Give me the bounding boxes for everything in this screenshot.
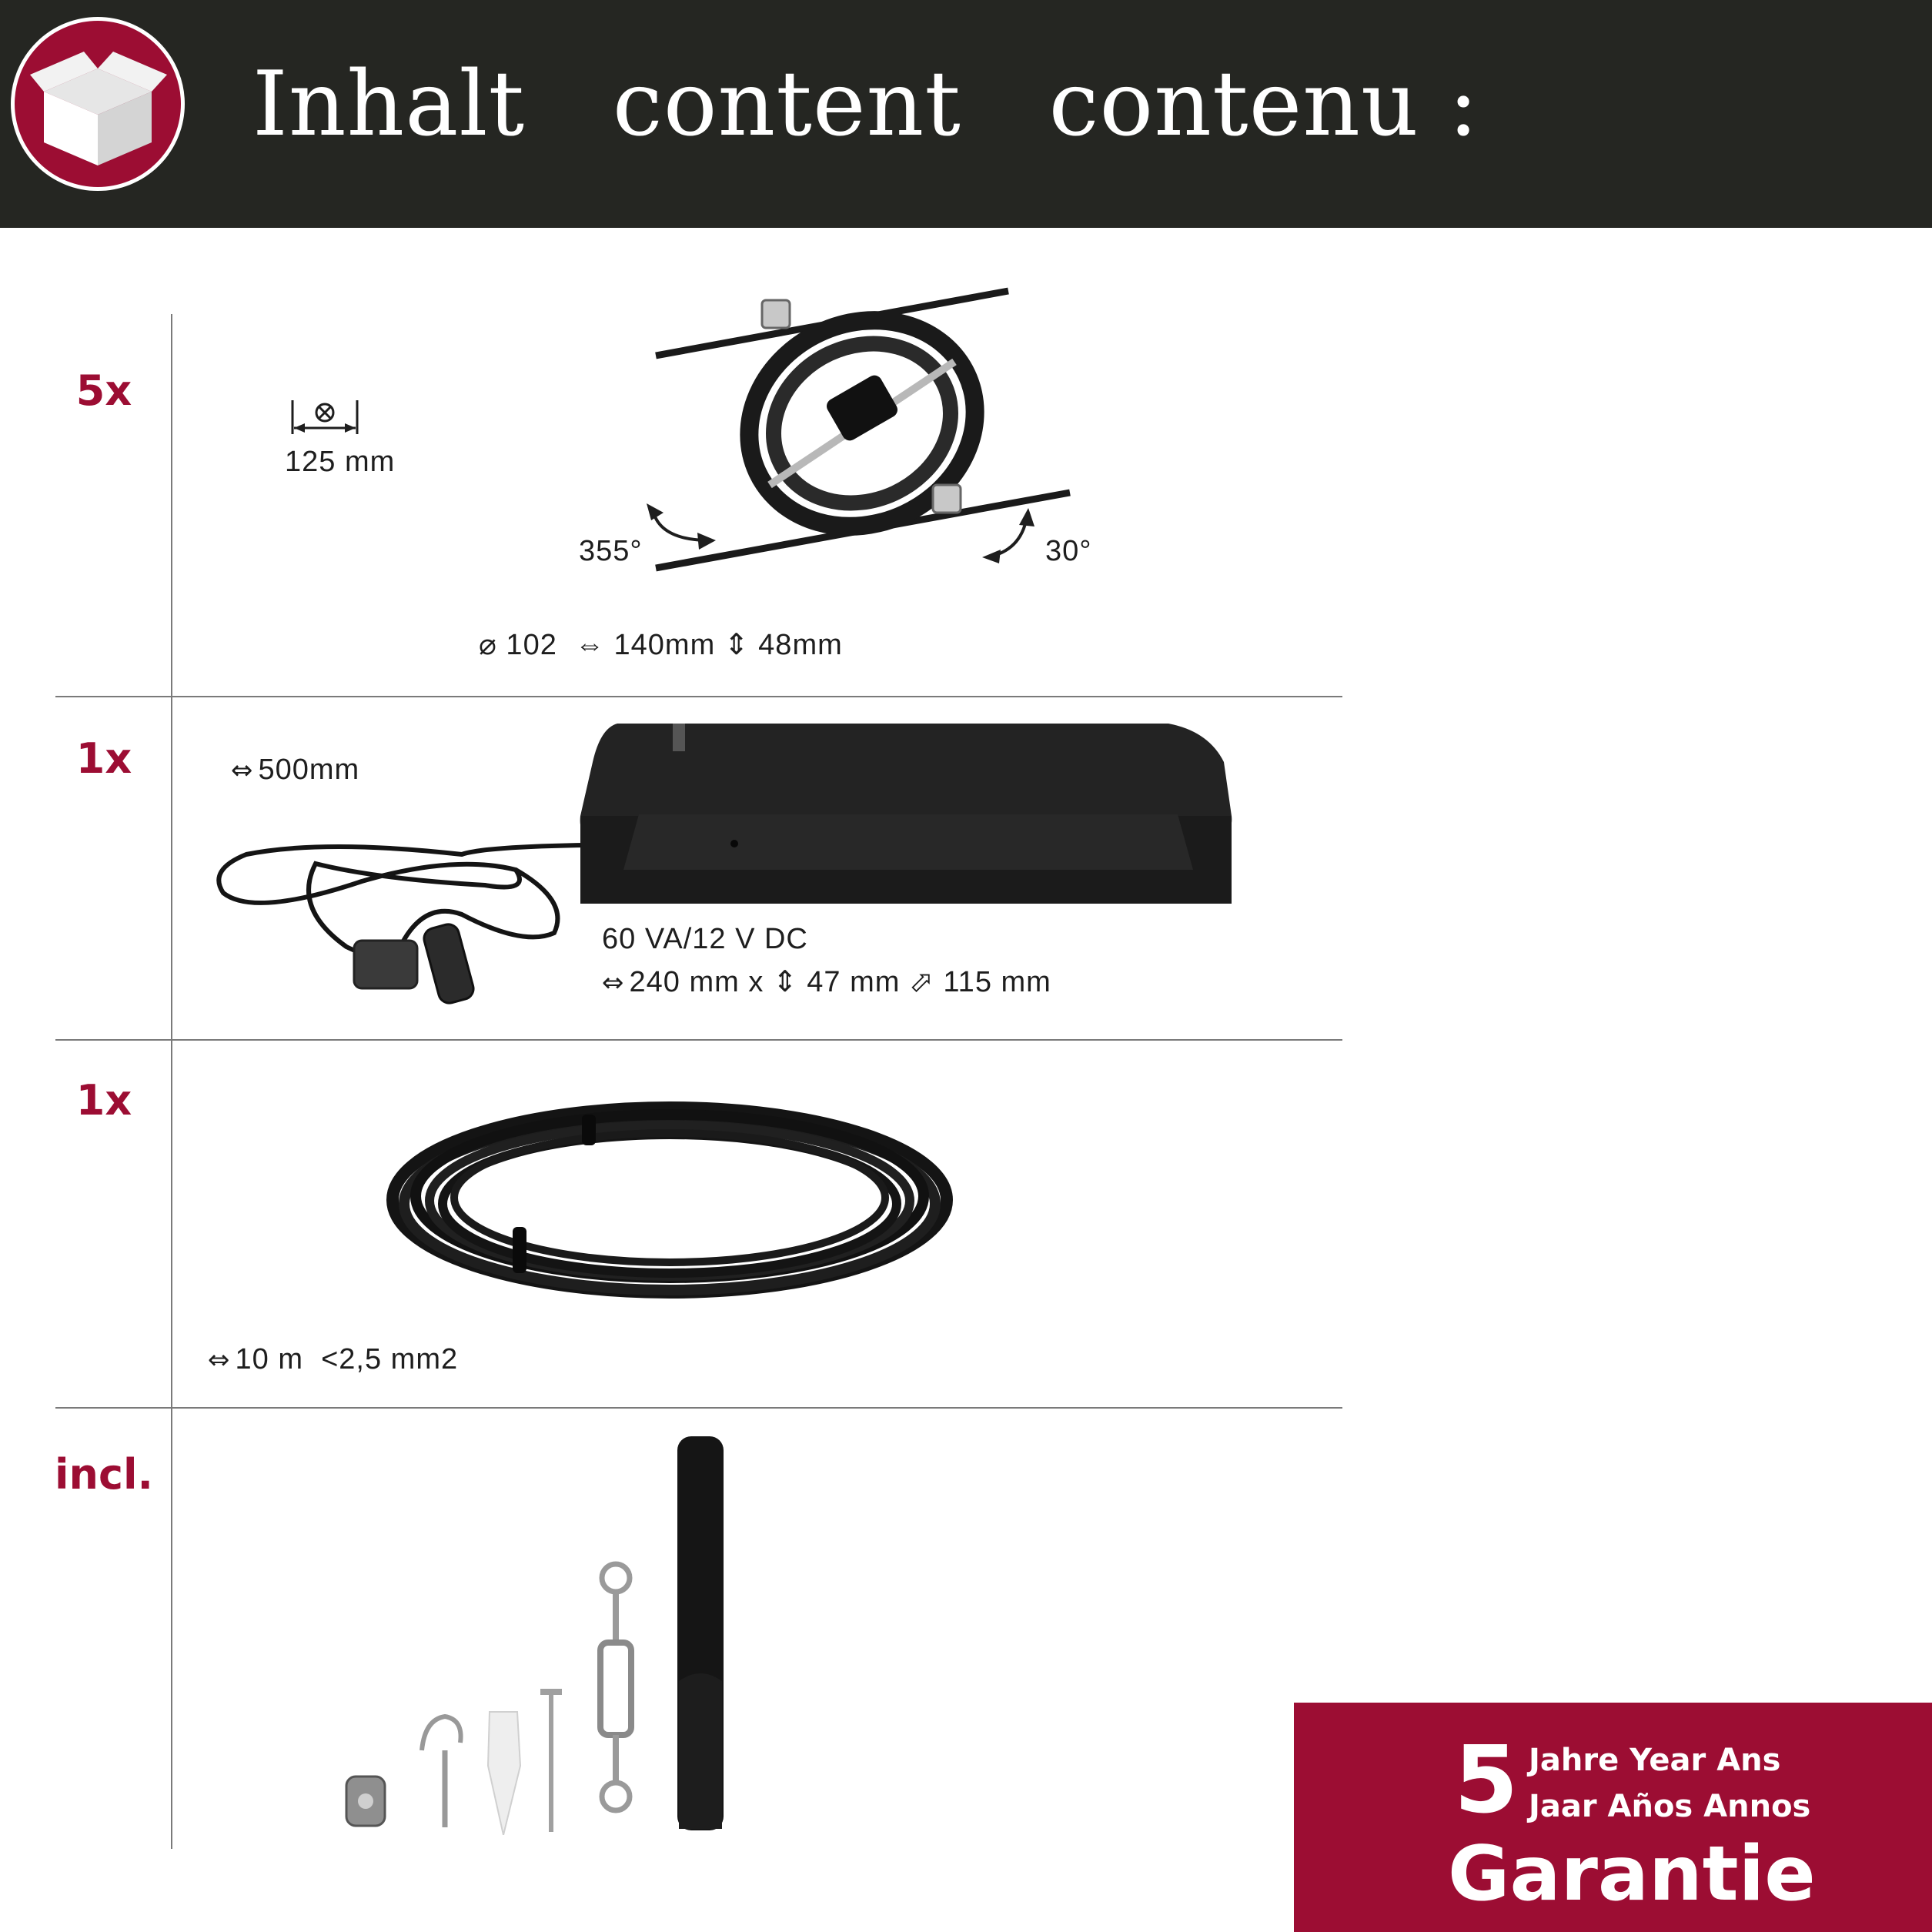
power-rating: 60 VA/12 V DC (602, 923, 808, 955)
rotation-arrow-icon (643, 502, 720, 559)
cable-length-area: 10 m <2,5 mm2 (235, 1343, 459, 1375)
guarantee-word: Garantie (1448, 1830, 1816, 1918)
open-box-icon (11, 17, 185, 191)
quantity-label: incl. (55, 1450, 153, 1499)
guarantee-line-2: Jaar Años Annos (1529, 1789, 1811, 1824)
quantity-label: 1x (75, 1076, 132, 1125)
row-divider (55, 1407, 1342, 1409)
row-divider (55, 696, 1342, 697)
transformer-dimensions: 240 mm x ⇕ 47 mm ⬀ 115 mm (629, 966, 1051, 998)
width-arrow-icon: ⇔ (602, 968, 625, 998)
quantity-label: 5x (75, 366, 132, 415)
width-arrow-icon: ⇔ (208, 1345, 231, 1375)
accessories-image (339, 1435, 739, 1838)
guarantee-line-1: Jahre Year Ans (1529, 1743, 1781, 1778)
tilt-value: 30° (1045, 535, 1092, 567)
tilt-arrow-icon (981, 506, 1042, 567)
cable-coil-image (385, 1088, 954, 1315)
transformer-dimensions-spec (602, 965, 1051, 1000)
guarantee-badge (1294, 1703, 1932, 1932)
distance-icon (285, 399, 362, 440)
guarantee-years: 5 (1454, 1727, 1519, 1834)
cable-spec (208, 1342, 458, 1377)
distance-value: 125 mm (285, 446, 396, 478)
width-arrow-icon: ⇔ (231, 755, 254, 786)
row-divider (55, 1039, 1342, 1041)
rotation-value: 355° (579, 535, 643, 567)
cable-length-value: 500mm (258, 754, 360, 786)
header-bar (0, 0, 1932, 228)
page-title: Inhalt content contenu : (252, 52, 1479, 156)
spotlight-dimensions: ⌀ 102 ⇔ 140mm ⇕ 48mm (479, 629, 843, 661)
column-divider (171, 314, 172, 1849)
quantity-label: 1x (75, 734, 132, 783)
